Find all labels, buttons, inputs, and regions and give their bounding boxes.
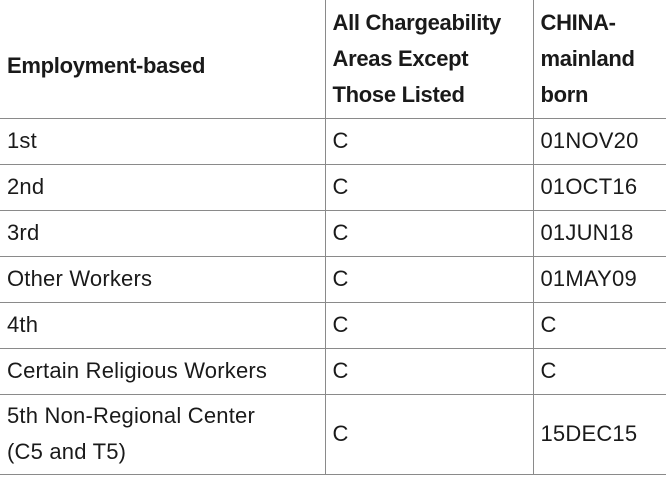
category-cell: 3rd: [0, 210, 325, 256]
category-cell: 1st: [0, 118, 325, 164]
category-cell: 4th: [0, 302, 325, 348]
all-areas-cell: C: [325, 256, 533, 302]
all-areas-cell: C: [325, 302, 533, 348]
china-cell: 15DEC15: [533, 394, 666, 474]
all-areas-cell: C: [325, 118, 533, 164]
table-header-row: [0, 0, 666, 118]
china-cell: 01JUN18: [533, 210, 666, 256]
table-row: [0, 394, 666, 474]
header-employment-based: Employment-based: [0, 0, 325, 118]
all-areas-cell: C: [325, 164, 533, 210]
header-all-chargeability-areas: All Chargeability Areas Except Those Listed: [325, 0, 533, 118]
table-row: [0, 348, 666, 394]
all-areas-cell: C: [325, 210, 533, 256]
china-cell: 01NOV20: [533, 118, 666, 164]
all-areas-cell: C: [325, 394, 533, 474]
table-row: [0, 210, 666, 256]
table-row: [0, 164, 666, 210]
category-cell: Other Workers: [0, 256, 325, 302]
header-china-mainland-born: CHINA-mainland born: [533, 0, 666, 118]
category-cell: Certain Religious Workers: [0, 348, 325, 394]
china-cell: C: [533, 302, 666, 348]
table-row: [0, 256, 666, 302]
china-cell: 01MAY09: [533, 256, 666, 302]
all-areas-cell: C: [325, 348, 533, 394]
table-row: [0, 118, 666, 164]
table-row: [0, 302, 666, 348]
category-cell: 5th Non-Regional Center (C5 and T5): [0, 394, 325, 474]
china-cell: 01OCT16: [533, 164, 666, 210]
category-cell: 2nd: [0, 164, 325, 210]
china-cell: C: [533, 348, 666, 394]
